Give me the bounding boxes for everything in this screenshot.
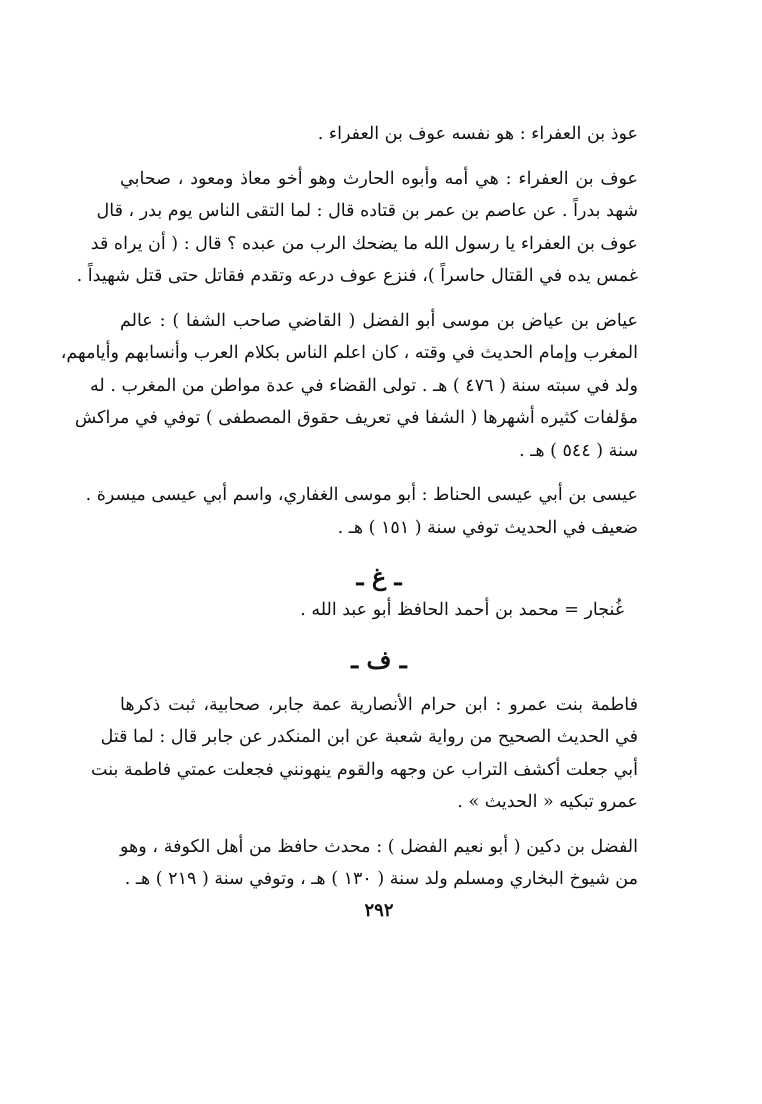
entry-line: عوف بن العفراء : هي أمه وأبوه الحارث وهو أخو معاذ ومعود ، صحابي <box>120 168 638 189</box>
entry-line: من شيوخ البخاري ومسلم ولد سنة ( ١٣٠ ) هـ ، وتوفي سنة ( ٢١٩ ) هـ . <box>124 869 638 889</box>
section-heading-fa: ـ ف ـ <box>351 644 407 674</box>
entry-ghunjar: غُنجار = محمد بن أحمد الحافظ أبو عبد الله . <box>300 600 624 620</box>
entry-line: عياض بن عياض بن موسى أبو الفضل ( القاضي صاحب الشفا ) : عالم <box>120 310 638 331</box>
entry-line: مؤلفات كثيره أشهرها ( الشفا في تعريف حقوق المصطفى ) توفي في مراكش <box>74 408 638 428</box>
entry-line: في الحديث الصحيح من رواية شعبة عن ابن المنكدر عن جابر قال : لما قتل <box>100 727 638 747</box>
entry-line: عمرو تبكيه « الحديث » . <box>457 792 638 812</box>
page-number: ٢٩٢ <box>364 899 394 921</box>
section-heading-ghain: ـ غ ـ <box>356 562 402 591</box>
entry-fadl <box>120 831 638 896</box>
entry-line: الفضل بن دكين ( أبو نعيم الفضل ) : محدث حافظ من أهل الكوفة ، وهو <box>120 836 638 857</box>
entry-awf <box>76 163 638 293</box>
entry-line: المغرب وإمام الحديث في وقته ، كان اعلم الناس بكلام العرب وأنسابهم وأيامهم، <box>60 343 638 363</box>
entry-line: غمس يده في القتال حاسراً )، فنزع عوف درعه وتقدم فقاتل حتى قتل شهيداً . <box>76 266 638 286</box>
entry-line: فاطمة بنت عمرو : ابن حرام الأنصارية عمة جابر، صحابية، ثبت ذكرها <box>120 694 638 715</box>
entry-line: أبي جعلت أكشف التراب عن وجهه والقوم ينهونني فجعلت عمتي فاطمة بنت <box>91 759 638 780</box>
entry-fatima <box>91 689 638 819</box>
entry-line: عوذ بن العفراء : هو نفسه عوف بن العفراء . <box>317 124 638 144</box>
entry-line: شهد بدراً . عن عاصم بن عمر بن قتاده قال : لما التقى الناس يوم بدر ، قال <box>96 201 638 221</box>
entry-line: عيسى بن أبي عيسى الحناط : أبو موسى الغفاري، واسم أبي عيسى ميسرة . <box>85 485 638 505</box>
entry-line: ضعيف في الحديث توفي سنة ( ١٥١ ) هـ . <box>337 517 638 538</box>
entry-awdh <box>120 118 638 151</box>
entry-line: ولد في سبته سنة ( ٤٧٦ ) هـ . تولى القضاء في عدة مواطن من المغرب . له <box>90 375 638 396</box>
entry-iyad <box>60 305 638 468</box>
entry-line: سنة ( ٥٤٤ ) هـ . <box>519 440 638 461</box>
entry-isa <box>85 479 638 544</box>
entry-line: عوف بن العفراء يا رسول الله ما يضحك الرب من عبده ؟ قال : ( أن يراه قد <box>90 233 638 254</box>
